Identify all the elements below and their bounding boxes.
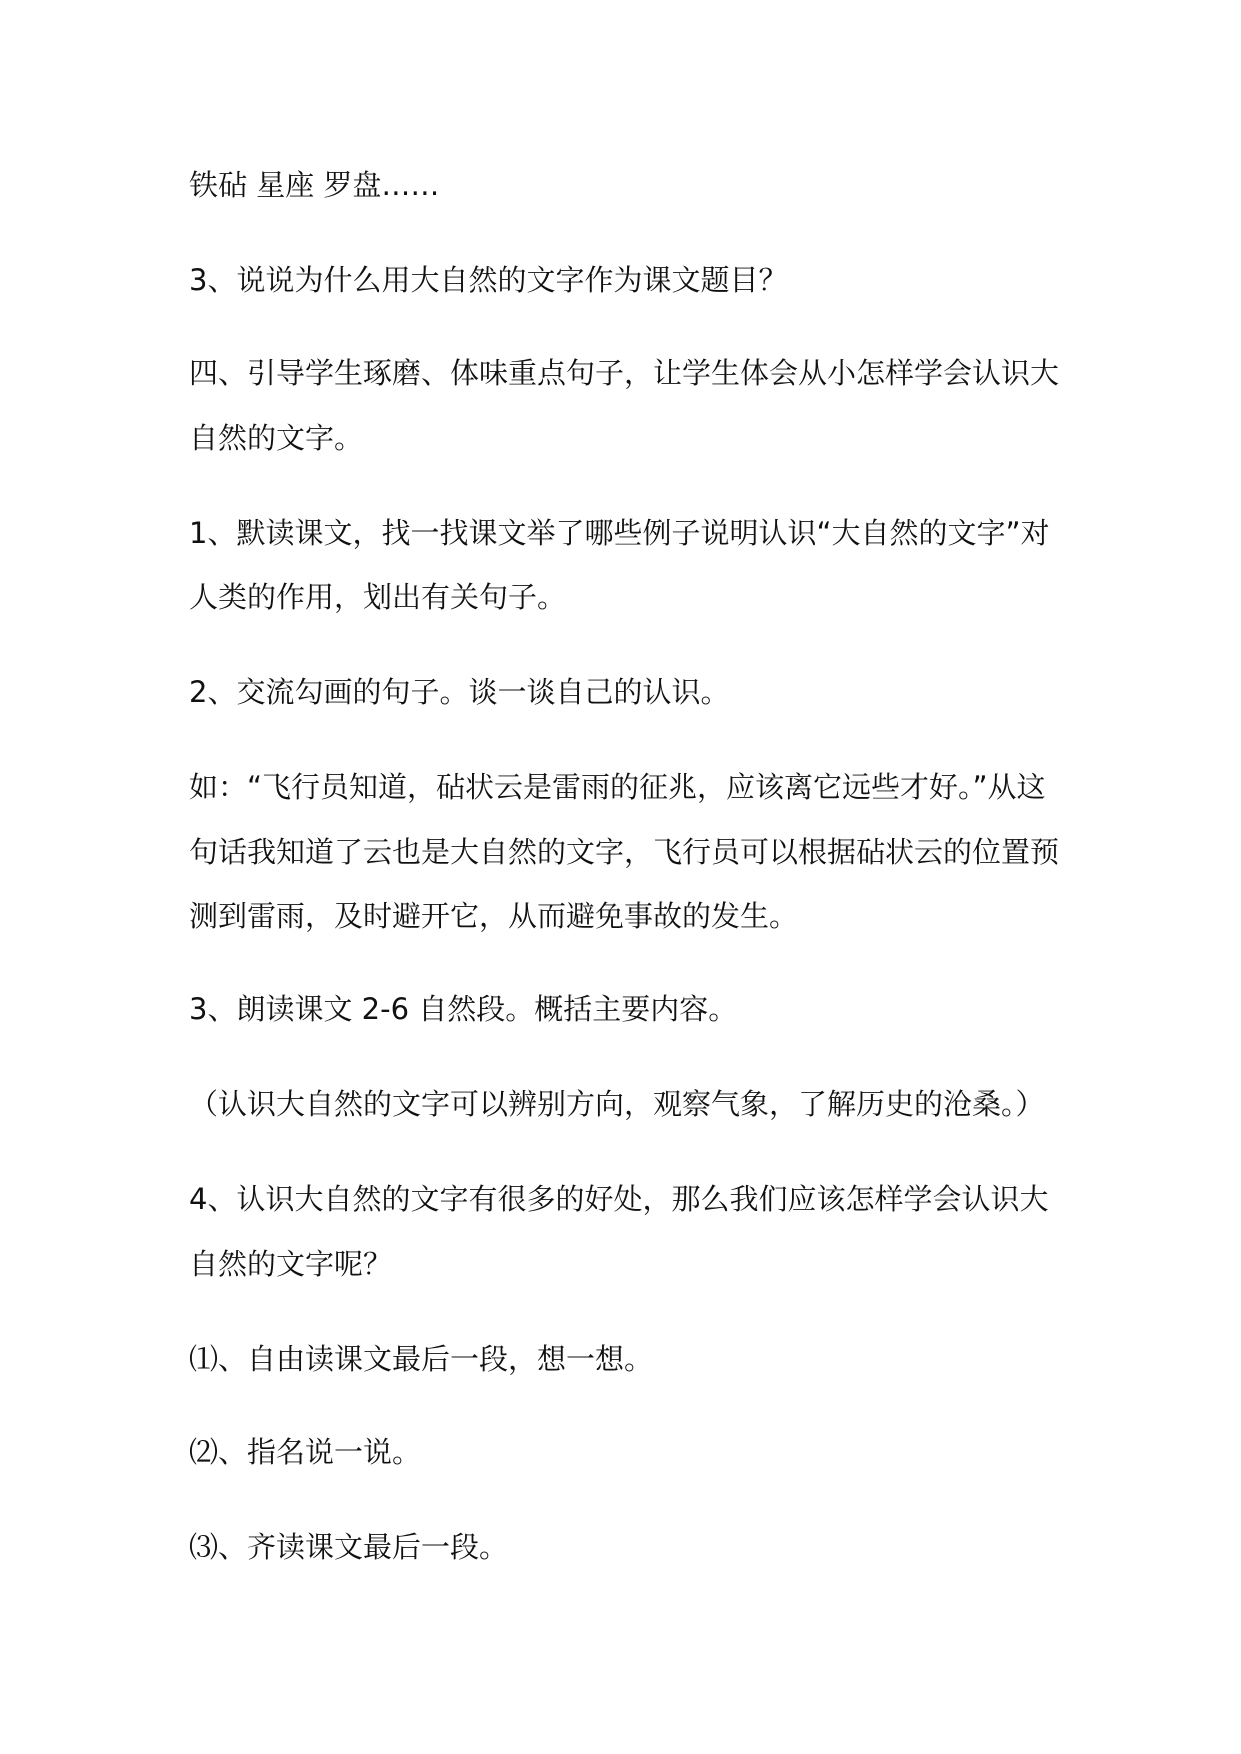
text-line-2: 3、说说为什么用大自然的文字作为课文题目？ — [189, 263, 788, 297]
text-line-6: 人类的作用，划出有关句子。 — [189, 580, 567, 614]
text-line-15: ⑴、自由读课文最后一段，想一想。 — [189, 1342, 654, 1376]
text-line-17: ⑶、齐读课文最后一段。 — [189, 1530, 509, 1564]
text-line-7: 2、交流勾画的句子。谈一谈自己的认识。 — [189, 675, 730, 709]
text-line-12: （认识大自然的文字可以辨别方向，观察气象，了解历史的沧桑。） — [189, 1087, 1045, 1121]
text-line-11: 3、朗读课文 2-6 自然段。概括主要内容。 — [189, 992, 738, 1026]
text-line-16: ⑵、指名说一说。 — [189, 1435, 422, 1469]
text-line-5: 1、默读课文，找一找课文举了哪些例子说明认识“大自然的文字”对 — [189, 516, 1050, 550]
text-line-9: 句话我知道了云也是大自然的文字，飞行员可以根据砧状云的位置预 — [189, 835, 1060, 869]
text-line-8: 如：“飞行员知道，砧状云是雷雨的征兆，应该离它远些才好。”从这 — [189, 770, 1046, 804]
text-line-14: 自然的文字呢？ — [189, 1247, 393, 1281]
text-line-10: 测到雷雨，及时避开它，从而避免事故的发生。 — [189, 899, 799, 933]
text-line-13: 4、认识大自然的文字有很多的好处，那么我们应该怎样学会认识大 — [189, 1182, 1049, 1216]
text-line-4: 自然的文字。 — [189, 421, 364, 455]
text-line-1: 铁砧 星座 罗盘…… — [189, 168, 440, 202]
text-line-3: 四、引导学生琢磨、体味重点句子，让学生体会从小怎样学会认识大 — [189, 356, 1060, 390]
